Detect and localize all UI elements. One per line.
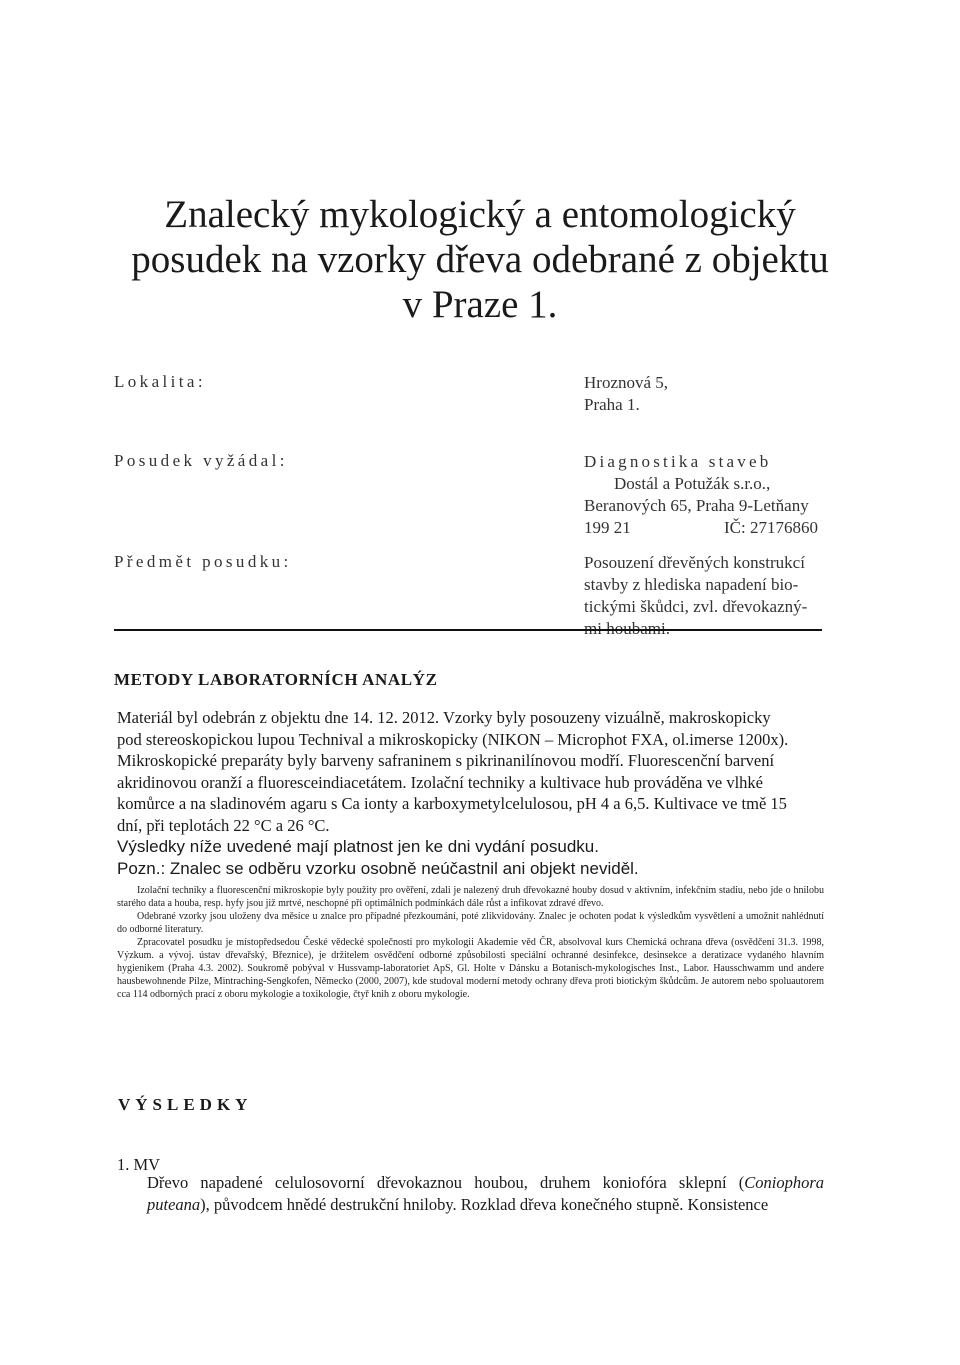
subject-label: Předmět posudku: — [114, 552, 292, 571]
validity-statement: Výsledky níže uvedené mají platnost jen ke dni vydání posudku. — [117, 837, 599, 856]
title-line-3: v Praze 1. — [402, 283, 558, 326]
methods-heading: METODY LABORATORNÍCH ANALÝZ — [114, 670, 438, 689]
subject-line-2: stavby z hlediska napadení bio- — [584, 575, 799, 594]
methods-line-3: Mikroskopické preparáty byly barveny safraninem s pikrinanilínovou modří. Fluorescenční barvení — [117, 751, 775, 770]
result-text-end: ), původcem hnědé destrukční hniloby. Rozklad dřeva konečného stupně. Konsistence — [200, 1194, 769, 1214]
requester-company: Dostál a Potužák s.r.o., — [614, 474, 771, 493]
requested-by-label: Posudek vyžádal: — [114, 451, 288, 470]
subject-value — [584, 552, 820, 640]
locality-label: Lokalita: — [114, 372, 206, 391]
title-line-2: posudek na vzorky dřeva odebrané z objektu — [131, 238, 829, 281]
requester-address: Beranových 65, Praha 9-Letňany — [584, 496, 809, 515]
methods-line-6: dní, při teplotách 22 °C a 26 °C. — [117, 815, 330, 835]
methods-line-1: Materiál byl odebrán z objektu dne 14. 12. 2012. Vzorky byly posouzeny vizuálně, makroskopicky — [117, 708, 771, 727]
methods-line-2: pod stereoskopickou lupou Technival a mikroskopicky (NIKON – Microphot FXA, ol.imerse 1200x). — [117, 729, 789, 749]
fine-print-paragraph-2: Odebrané vzorky jsou uloženy dva měsíce u znalce pro případné přezkoumání, poté zlikvidovány. Znalec je ochoten podat k výsledkům vysvětlení a umožnit nahlédnutí do odborné literatury. — [117, 911, 824, 935]
methods-line-5: komůrce a na sladinovém agaru s Ca ionty a karboxymetylcelulosou, pH 4 a 6,5. Kultivace ve tmě 15 — [117, 794, 787, 813]
methods-text — [117, 707, 824, 880]
subject-line-4: mi houbami. — [584, 619, 670, 638]
fine-print-paragraph-3: Zpracovatel posudku je místopředsedou České vědecké společnosti pro mykologii Akademie věd ČR, absolvoval kurs Chemická ochrana dřeva (osvědčení 31.3. 1998, Výzkum. a vývoj. ústav dřevařský, Březnice), je držitelem osvědčení odborné způsobilosti speciální ochranné desinfekce, desinsekce a deratizace vydaného hlavním hygienikem (Praha 4.3. 2002). Soukromě pobýval v Hussvamp-laboratoriet ApS, Gl. Holte v Dánsku a Botanisch-mykologisches Inst., Labor. Hausschwamm und andere hausbewohnende Pilze, Mintraching-Sengkofen, Německo (2000, 2007), kde studoval moderní metody ochrany dřeva proti biotickým škůdcům. Je autorem nebo spoluautorem cca 114 odborných prací z oboru mykologie a toxikologie, čtyř knih z oboru mykologie. — [117, 937, 824, 1000]
subject-line-1: Posouzení dřevěných konstrukcí — [584, 553, 805, 572]
fine-print — [117, 884, 824, 1001]
result-item-number: 1. MV — [117, 1155, 161, 1174]
requester-ic: IČ: 27176860 — [724, 518, 818, 537]
fine-print-paragraph-1: Izolační techniky a fluorescenční mikroskopie byly použity pro ověření, zdali je nalezený druh dřevokazné houby dosud v aktivním, infekčním stadiu, nebo jde o hnilobu starého data a houba, resp. hyfy jsou již mrtvé, neschopné při optimálních podmínkách dále růst a infikovat zdravé dřevo. — [117, 885, 824, 909]
section-divider — [114, 629, 822, 631]
methods-line-4: akridinovou oranží a fluoresceindiacetátem. Izolační techniky a kultivace hub prováděna ve vlhké — [117, 772, 763, 792]
requester-zip: 199 21 — [584, 518, 631, 537]
locality-line-1: Hroznová 5, — [584, 373, 669, 392]
requested-by-value — [584, 451, 820, 539]
requester-name: Diagnostika staveb — [584, 452, 772, 471]
document-title — [110, 192, 850, 327]
locality-value — [584, 372, 820, 416]
expert-note: Pozn.: Znalec se odběru vzorku osobně neúčastnil ani objekt neviděl. — [117, 859, 639, 878]
title-line-1: Znalecký mykologický a entomologický — [164, 193, 796, 236]
results-heading: VÝSLEDKY — [118, 1095, 253, 1114]
requester-zip-ic — [584, 517, 820, 539]
result-text-start: Dřevo napadené celulosovorní dřevokaznou houbou, druhem koniofóra sklepní ( — [147, 1173, 745, 1192]
locality-line-2: Praha 1. — [584, 395, 640, 414]
subject-line-3: tickými škůdci, zvl. dřevokazný- — [584, 597, 808, 616]
result-item-text — [147, 1172, 824, 1215]
result-species-latin: Coniophora puteana — [147, 1173, 824, 1214]
